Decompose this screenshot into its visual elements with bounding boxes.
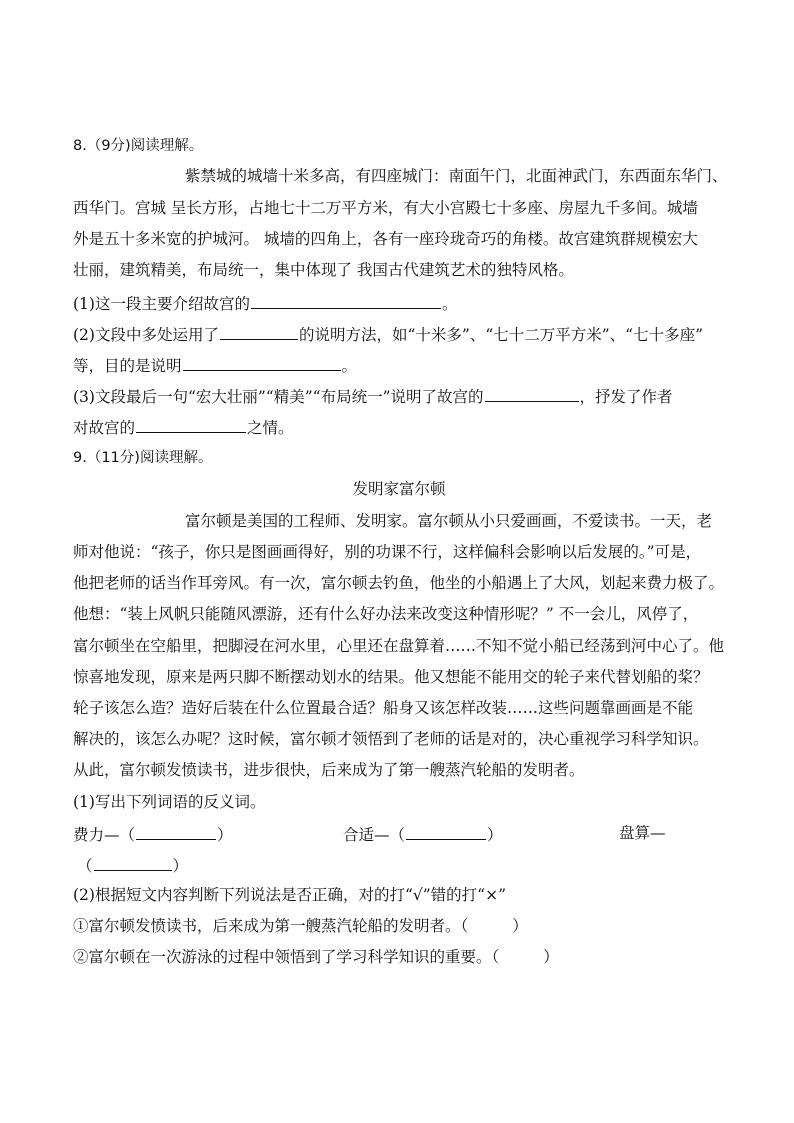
q8-sub3-prompt: (3)文段最后一句“宏大壮丽”“精美”“布局统一”说明了故宫的 (73, 388, 484, 406)
q9-passage-line-1: 富尔顿是美国的工程师、发明家。富尔顿从小只爱画画，不爱读书。一天，老 (185, 512, 713, 530)
q9-judge-item-1 (73, 916, 725, 936)
q9-judge-item-2-close: ） (543, 948, 559, 966)
q9-judge-item-1-text: ①富尔顿发愤读书，后来成为第一艘蒸汽轮船的发明者。（ (73, 917, 469, 935)
q8-sub1 (73, 292, 725, 314)
q9-antonym-3-wrap (77, 854, 729, 876)
q8-title: 8.（9分)阅读理解。 (73, 138, 204, 154)
q8-sub3-line-1 (73, 385, 725, 407)
q8-sub1-prompt: (1)这一段主要介绍故宫的 (73, 295, 250, 313)
q9-passage-line-2: 师对他说：“孩子，你只是图画画得好，别的功课不行，这样偏科会影响以后发展的。”可是， (73, 543, 702, 561)
q8-sub3-label: 对故宫的 (73, 419, 136, 437)
q8-sub2-examples: 的说明方法，如“十米多”、“七十二万平方米”、“七十多座” (298, 326, 704, 344)
q8-sub3-middle: ，抒发了作者 (579, 388, 673, 406)
q9-passage-line-3: 他把老师的话当作耳旁风。有一次，富尔顿去钓鱼，他坐的小船遇上了大风，划起来费力极了。 (73, 574, 725, 592)
q8-sub2-line-1 (73, 323, 725, 345)
q9-passage-line-6: 惊喜地发现，原来是两只脚不断摆动划水的结果。他又想能不能用交的轮子来代替划船的桨？ (73, 668, 709, 686)
q9-antonym-2 (343, 823, 503, 845)
q9-antonym-3-blank[interactable] (94, 854, 172, 871)
q9-sub2-prompt: (2)根据短文内容判断下列说法是否正确，对的打“√”错的打“×” (73, 886, 507, 904)
q8-passage-line-3: 外是五十多米宽的护城河。 城墙的四角上，各有一座玲珑奇巧的角楼。故宫建筑群规模宏大 (73, 230, 698, 248)
q9-passage-line-9: 从此，富尔顿发愤读书，进步很快，后来成为了第一艘蒸汽轮船的发明者。 (73, 761, 585, 779)
q9-antonym-1-blank[interactable] (136, 823, 216, 840)
q9-antonym-3-close: ） (172, 857, 189, 875)
q8-sub3-end: 之情。 (247, 419, 294, 437)
q8-sub1-end: 。 (441, 295, 458, 313)
q8-sub2-end: 。 (341, 357, 358, 375)
q9-antonym-3-open: （ (77, 857, 93, 875)
q9-antonym-3-word: 盘算— (619, 824, 666, 842)
q9-passage-line-8: 解决的，该怎么办呢？这时候，富尔顿才领悟到了老师的话是对的，决心重视学习科学知识。 (73, 730, 709, 748)
q8-sub2-prompt: (2)文段中多处运用了 (73, 326, 219, 344)
q8-sub2-purpose-blank[interactable] (183, 354, 341, 371)
q9-antonym-1-word: 费力—（ (73, 826, 136, 844)
q9-antonym-2-close: ） (487, 826, 503, 844)
q9-antonym-3 (619, 823, 666, 843)
q9-sub1-prompt: (1)写出下列词语的反义词。 (73, 793, 266, 811)
q9-article-title: 发明家富尔顿 (352, 480, 446, 498)
q9-title: 9.（11分)阅读理解。 (73, 450, 213, 466)
q9-antonym-2-blank[interactable] (406, 823, 486, 840)
q8-sub2-purpose-label: 等，目的是说明 (73, 357, 182, 375)
q8-sub1-answer-blank[interactable] (251, 292, 441, 309)
q8-sub3-line-2 (73, 416, 725, 438)
q9-antonym-1 (73, 823, 233, 845)
q8-sub2-line-2 (73, 354, 725, 376)
q9-judge-item-1-close: ） (512, 917, 528, 935)
q9-passage-line-7: 轮子该怎么造？造好后装在什么位置最合适？船身又该怎样改装……这些问题靠画画是不能 (73, 699, 694, 717)
q8-passage-line-1: 紫禁城的城墙十米多高，有四座城门：南面午门，北面神武门，东西面东华门、 (185, 167, 728, 185)
q8-passage-line-2: 西华门。宫城 呈长方形，占地七十二万平方米，有大小宫殿七十多座、房屋九千多间。城墙 (73, 199, 698, 217)
q9-judge-item-2-text: ②富尔顿在一次游泳的过程中领悟到了学习科学知识的重要。（ (73, 948, 500, 966)
q8-sub3-feature-blank[interactable] (485, 385, 579, 402)
q9-judge-item-2 (73, 947, 725, 967)
q9-passage-line-5: 富尔顿坐在空船里，把脚浸在河水里，心里还在盘算着……不知不觉小船已经荡到河中心了。他 (73, 637, 725, 655)
q9-antonym-1-close: ） (217, 826, 233, 844)
q8-sub2-method-blank[interactable] (220, 323, 298, 340)
q8-passage-line-4: 壮丽，建筑精美，布局统一，集中体现了 我国古代建筑艺术的独特风格。 (73, 261, 574, 279)
q9-passage-line-4: 他想：“装上风帆只能随风漂游，还有什么好办法来改变这种情形呢？” 不一会儿，风停了， (73, 605, 699, 623)
q9-antonym-2-word: 合适—（ (343, 826, 406, 844)
q8-sub3-feeling-blank[interactable] (136, 416, 246, 433)
